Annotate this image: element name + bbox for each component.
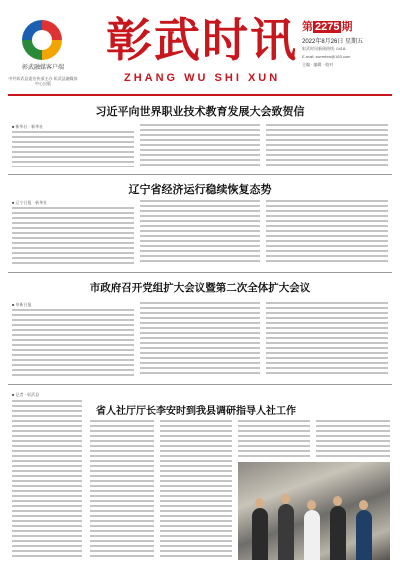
newspaper-title: 彰武时讯	[106, 13, 298, 67]
article-headline: 习近平向世界职业技术教育发展大会致贺信	[95, 105, 305, 118]
article-text	[140, 200, 260, 265]
article-text	[90, 420, 154, 560]
info-line: 彰武时讯新闻热线: 0418-	[302, 46, 347, 51]
article-text	[12, 400, 82, 560]
article-byline: ■ 新华社 · 新华社	[12, 124, 44, 129]
article-headline: 辽宁省经济运行稳续恢复态势	[128, 183, 272, 196]
article-text	[140, 302, 260, 377]
article-text	[12, 207, 134, 265]
section-divider	[8, 384, 392, 385]
article-text	[140, 124, 260, 167]
article-byline: ■ 辽宁日报 · 新华社	[12, 200, 48, 205]
article-headline: 市政府召开党组扩大会议暨第二次全体扩大会议	[89, 282, 311, 294]
publication-date: 2022年8月26日 星期五	[302, 39, 364, 45]
news-photo	[238, 462, 390, 560]
section-divider	[8, 174, 392, 175]
article-text	[160, 420, 232, 560]
newspaper-title-en: ZHANG WU SHI XUN	[124, 72, 281, 84]
masthead-divider	[8, 94, 392, 96]
article-text	[266, 302, 388, 377]
section-divider	[8, 272, 392, 273]
article-text	[266, 124, 388, 167]
article-text	[12, 131, 134, 167]
article-byline: ■ 记者 · 彰武县	[12, 392, 40, 397]
article-headline: 省人社厅厅长李安时到我县调研指导人社工作	[96, 406, 296, 417]
article-text	[316, 420, 390, 458]
info-line: E-mail: zwrmtxw@163.com	[302, 54, 351, 59]
media-logo-icon	[22, 20, 62, 60]
article-text	[266, 200, 388, 265]
article-byline: ■ 阜新日报	[12, 302, 32, 307]
article-text	[238, 420, 310, 458]
issue-number: 第 2275 期	[302, 21, 353, 33]
logo-caption: 彰武融媒客户端	[21, 64, 64, 71]
article-text	[12, 309, 134, 377]
info-line: 主编 · 编辑 · 校对	[302, 62, 334, 67]
publisher-line: 中共彰武县委宣传部主办 彰武县融媒体中心出版	[8, 76, 78, 86]
